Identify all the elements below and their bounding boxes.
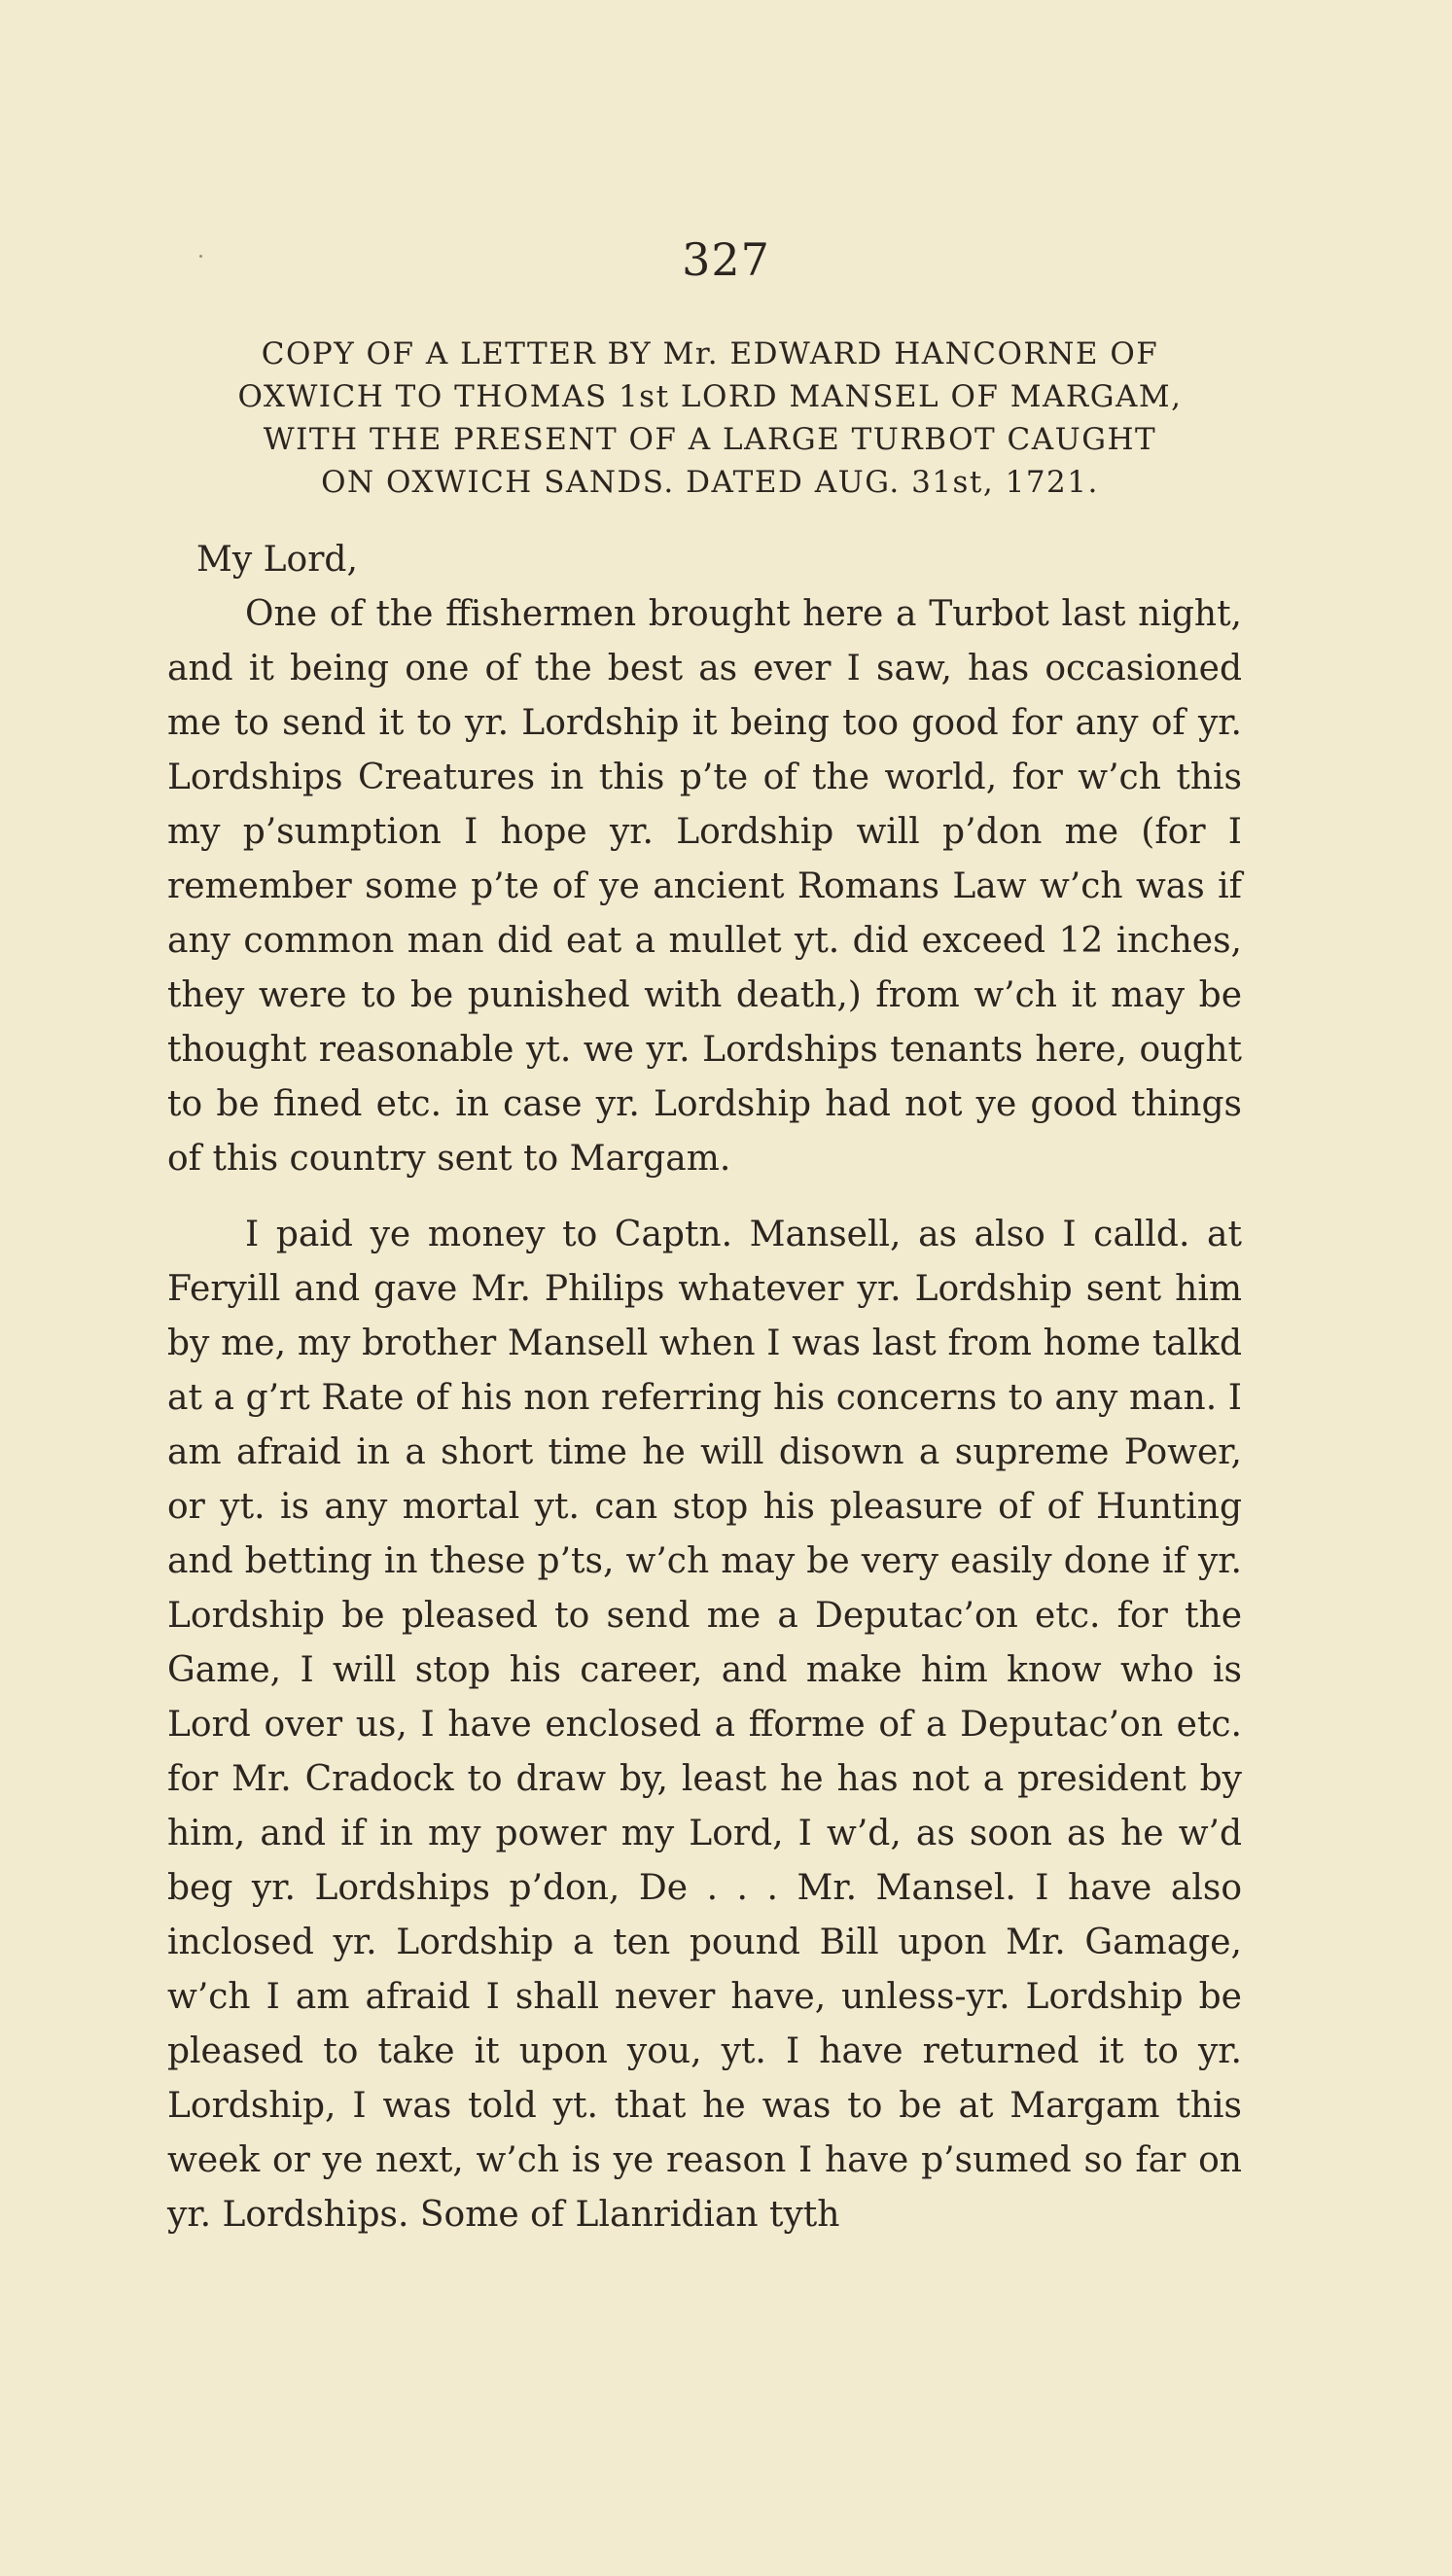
letter-paragraph: I paid ye money to Captn. Mansell, as also I calld. at Feryill and gave Mr. Philips whatever yr. Lordship sent him by me, my brother Mansell when I was last from home talkd at a g’rt Rate of his non referring his concerns to any man. I am afraid in a short time he will disown a supreme Power, or yt. is any mortal yt. can stop his pleasure of of Hunting and betting in these p’ts, w’ch may be very easily done if yr. Lordship be pleased to send me a Deputac’on etc. for the Game, I will stop his career, and make him know who is Lord over us, I have enclosed a fforme of a Deputac’on etc. for Mr. Cradock to draw by, least he has not a president by him, and if in my power my Lord, I w’d, as soon as he w’d beg yr. Lordships p’don, De . . . Mr. Mansel. I have also inclosed yr. Lordship a ten pound Bill upon Mr. Gamage, w’ch I am afraid I shall never have, unless-yr. Lordship be pleased to take it upon you, yt. I have returned it to yr. Lordship, I was told yt. that he was to be at Margam this week or ye next, w’ch is ye reason I have p’sumed so far on yr. Lordships. Some of Llanridian tyth	[167, 1215, 1242, 2235]
page-number: 327	[682, 233, 770, 286]
salutation-text: My Lord,	[196, 540, 358, 580]
letter-heading	[165, 333, 1255, 504]
heading-line: WITH THE PRESENT OF A LARGE TURBOT CAUGHT	[263, 422, 1157, 457]
letter-body	[167, 533, 1242, 2242]
heading-line: OXWICH TO THOMAS 1st LORD MANSEL OF MARGAM,	[237, 379, 1183, 414]
heading-line: ON OXWICH SANDS. DATED AUG. 31st, 1721.	[321, 465, 1099, 500]
letter-paragraph: One of the ffishermen brought here a Turbot last night, and it being one of the best as ever I saw, has occasioned me to send it to yr. Lordship it being too good for any of yr. Lordships Creatures in this p’te of the world, for w’ch this my p’sumption I hope yr. Lordship will p’don me (for I remember some p’te of ye ancient Romans Law w’ch was if any common man did eat a mullet yt. did exceed 12 inches, they were to be punished with death,) from w’ch it may be thought reasonable yt. we yr. Lordships tenants here, ought to be fined etc. in case yr. Lordship had not ye good things of this country sent to Margam.	[167, 594, 1242, 1179]
heading-line: COPY OF A LETTER BY Mr. EDWARD HANCORNE OF	[261, 336, 1159, 371]
salutation	[196, 533, 1242, 587]
